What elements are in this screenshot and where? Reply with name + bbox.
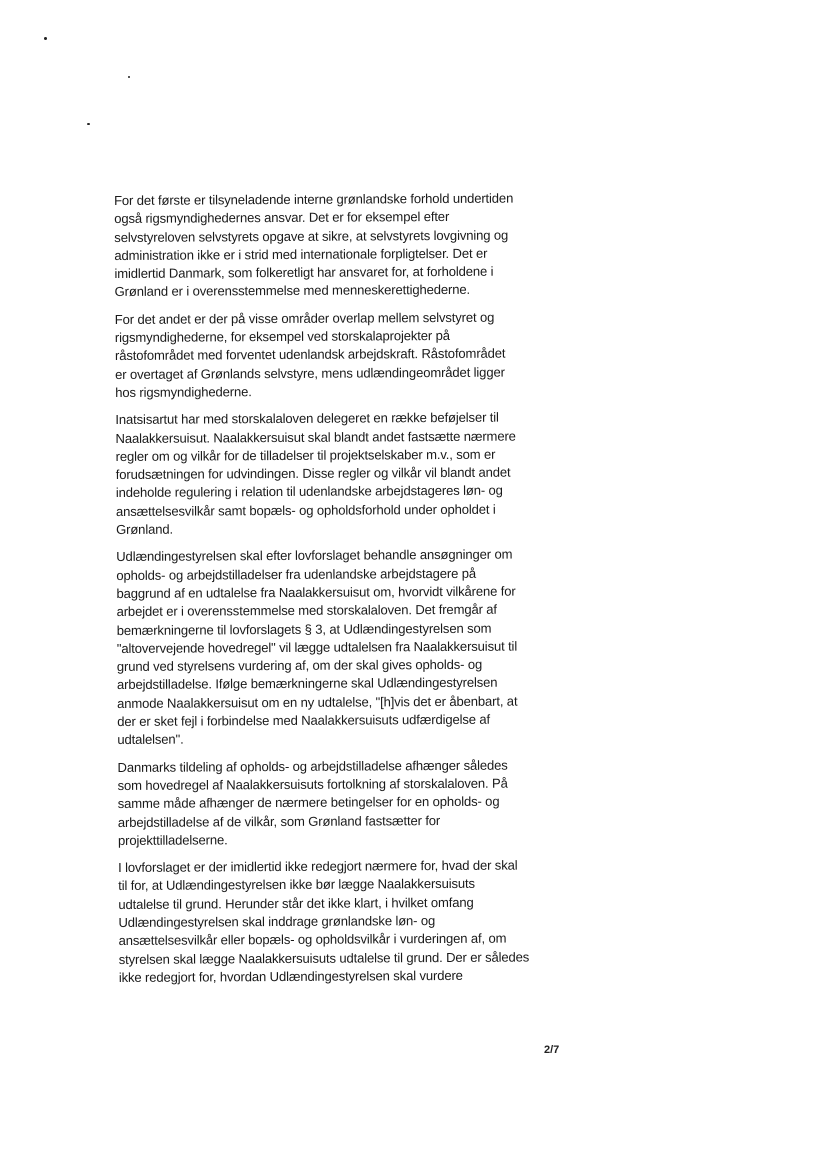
text-line: "altovervejende hovedregel" vil lægge udtalelsen fra Naalakkersuisut til <box>116 638 518 656</box>
scan-speck <box>128 76 130 78</box>
text-line: råstofområdet med forventet udenlandsk arbejdskraft. Råstofområdet <box>114 345 506 364</box>
text-line: hos rigsmyndighederne. <box>115 384 252 400</box>
scan-speck <box>87 123 90 125</box>
paragraph <box>117 756 563 850</box>
text-line: udtalelse til grund. Herunder står det ikke klart, i hvilket omfang <box>118 894 474 912</box>
text-line: Danmarks tildeling af opholds- og arbejdstilladelse afhænger således <box>117 757 508 775</box>
text-line: ansættelsesvilkår eller bopæls- og opholdsvilkår i vurderingen af, om <box>118 930 507 949</box>
page-number: 2/7 <box>544 1044 560 1056</box>
text-line: regler om og vilkår for de tilladelser til projektselskaber m.v., som er <box>115 446 496 464</box>
text-line: samme måde afhænger de nærmere betingelser for en opholds- og <box>117 793 500 812</box>
paragraph <box>115 308 561 402</box>
text-line: Naalakkersuisut. Naalakkersuisut skal blandt andet fastsætte nærmere <box>115 428 516 446</box>
text-line: arbejdstilladelse. Ifølge bemærkningerne skal Udlændingestyrelsen <box>116 675 498 693</box>
text-line: også rigsmyndighedernes ansvar. Det er for eksempel efter <box>114 209 450 227</box>
text-line: I lovforslaget er der imidlertid ikke redegjort nærmere for, hvad der skal <box>118 857 518 876</box>
text-line: forudsætningen for udvindingen. Disse regler og vilkår vil blandt andet <box>115 464 511 483</box>
text-line: ikke redegjort for, hvordan Udlændingestyrelsen skal vurdere <box>118 967 463 985</box>
document-body <box>114 189 564 996</box>
text-line: Udlændingestyrelsen skal efter lovforslaget behandle ansøgninger om <box>116 546 513 565</box>
text-line: arbejdet er i overensstemmelse med storskalaloven. Det fremgår af <box>116 601 497 620</box>
paragraph <box>115 409 561 540</box>
text-line: som hovedregel af Naalakkersuisuts fortolkning af storskalaloven. På <box>117 775 508 793</box>
text-line: Udlændingestyrelsen skal inddrage grønlandske løn- og <box>118 913 436 930</box>
text-line: ansættelsesvilkår samt bopæls- og opholdsforhold under opholdet i <box>115 501 496 519</box>
text-line: grund ved styrelsens vurdering af, om der skal gives opholds- og <box>116 656 483 675</box>
text-line: administration ikke er i strid med internationale forpligtelser. Det er <box>114 245 488 263</box>
text-line: For det andet er der på visse områder overlap mellem selvstyret og <box>114 309 495 327</box>
text-line: styrelsen skal lægge Naalakkersuisuts udtalelse til grund. Der er således <box>118 949 530 967</box>
text-line: baggrund af en udtalelse fra Naalakkersuisut om, hvorvidt vilkårene for <box>116 583 516 601</box>
text-line: til for, at Udlændingestyrelsen ikke bør lægge Naalakkersuisuts <box>118 876 475 894</box>
text-line: bemærkningerne til lovforslagets § 3, at Udlændingestyrelsen som <box>116 620 492 638</box>
text-line: er overtaget af Grønlands selvstyre, mens udlændingeområdet ligger <box>115 364 505 382</box>
text-line: opholds- og arbejdstilladelser fra udenlandske arbejdstagere på <box>116 565 476 583</box>
text-line: anmode Naalakkersuisut om en ny udtalelse, "[h]vis det er åbenbart, at <box>117 693 518 711</box>
text-line: indeholde regulering i relation til udenlandske arbejdstageres løn- og <box>115 483 503 501</box>
text-line: Inatsisartut har med storskalaloven delegeret en række beføjelser til <box>115 409 499 428</box>
text-line: rigsmyndighederne, for eksempel ved storskalaprojekter på <box>114 328 450 346</box>
text-line: Grønland er i overensstemmelse med menneskerettighederne. <box>114 282 470 300</box>
text-line: udtalelsen". <box>117 731 184 748</box>
paragraph <box>118 856 564 987</box>
text-line: For det første er tilsyneladende interne grønlandske forhold undertiden <box>114 190 514 208</box>
text-line: selvstyreloven selvstyrets opgave at sikre, at selvstyrets lovgivning og <box>114 227 509 245</box>
text-line: projekttilladelserne. <box>117 832 228 848</box>
paragraph <box>116 546 562 750</box>
text-line: arbejdstilladelse af de vilkår, som Grønland fastsætter for <box>117 812 441 830</box>
text-line: Grønland. <box>116 521 173 538</box>
scan-speck <box>44 37 47 40</box>
paragraph <box>114 189 560 301</box>
text-line: der er sket fejl i forbindelse med Naalakkersuisuts udfærdigelse af <box>117 711 491 730</box>
text-line: imidlertid Danmark, som folkeretligt har ansvaret for, at forholdene i <box>114 263 494 282</box>
